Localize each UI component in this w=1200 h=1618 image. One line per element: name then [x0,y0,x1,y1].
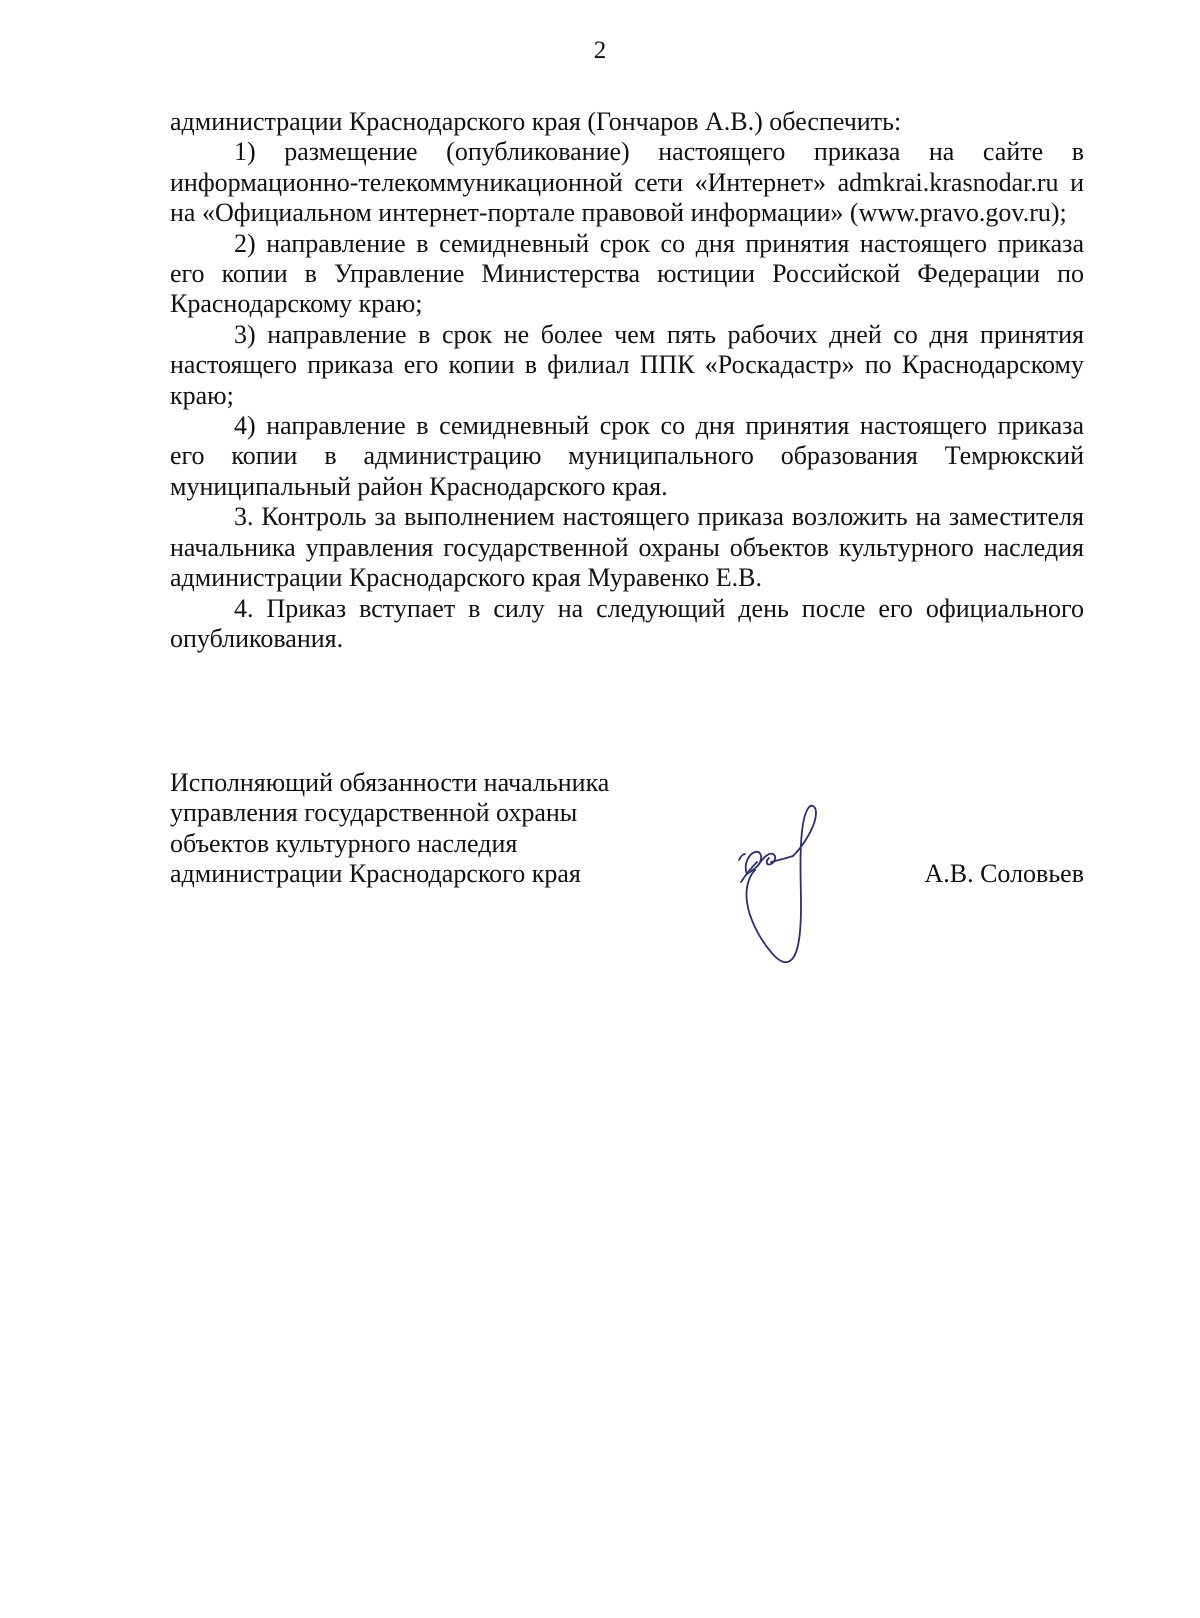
page-number: 2 [593,37,607,64]
signatory-position [170,768,690,890]
paragraph-item-2: 2) направление в семидневный срок со дня принятия настоящего приказа его копии в Управление Министерства юстиции Российской Федерации по Краснодарскому краю; [170,228,1084,319]
signatory-name: А.В. Соловьев [924,859,1084,888]
signature-block [170,768,1084,978]
paragraph-item-4: 4) направление в семидневный срок со дня принятия настоящего приказа его копии в администрацию муниципального образования Темрюкский муниципальный район Краснодарского края. [170,411,1084,501]
paragraph-section-3: 3. Контроль за выполнением настоящего приказа возложить на заместителя начальника управления государственной охраны объектов культурного наследия администрации Краснодарского края Муравенко Е.В. [170,502,1084,593]
signatory-position-line: объектов культурного наследия [170,828,518,858]
signatory-position-line: Исполняющий обязанности начальника [170,768,610,797]
document-body [170,107,1084,654]
paragraph-section-4: 4. Приказ вступает в силу на следующий день после его официального опубликования. [170,593,1084,653]
paragraph-continuation: администрации Краснодарского края (Гончаров А.В.) обеспечить: [170,107,902,136]
paragraph-item-3: 3) направление в срок не более чем пять рабочих дней со дня принятия настоящего приказа его копии в филиал ППК «Роскадастр» по Краснодарскому краю; [170,319,1084,410]
paragraph-item-1: 1) размещение (опубликование) настоящего приказа на сайте в информационно-телекоммуникационной сети «Интернет» admkrai.krasnodar.ru и на «Официальном интернет-портале правовой информации» (www.pravo.gov.ru); [170,137,1084,228]
signatory-position-line: управления государственной охраны [170,798,578,828]
handwritten-signature [735,802,835,972]
signatory-position-line: администрации Краснодарского края [170,859,581,889]
